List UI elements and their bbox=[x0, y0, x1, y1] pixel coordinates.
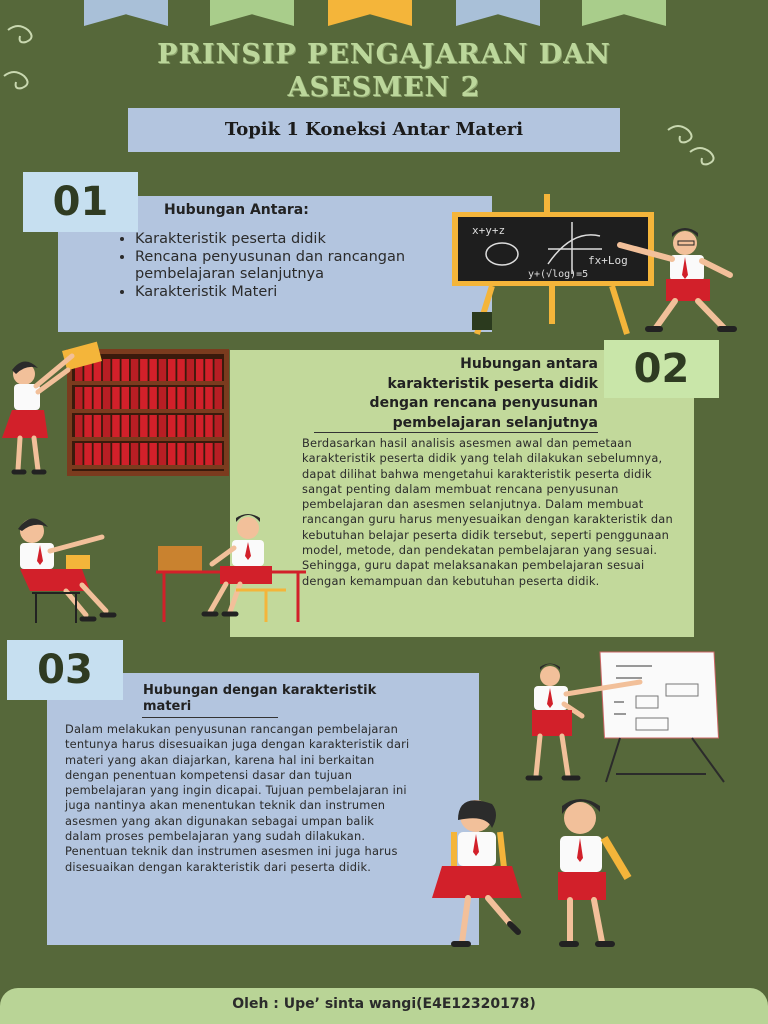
book-spine bbox=[122, 359, 130, 381]
book-spine bbox=[112, 415, 120, 437]
book-spine bbox=[159, 387, 167, 409]
section-2-body: Berdasarkan hasil analisis asesmen awal dan pemetaan karakteristik peserta didik yang telah dilakukan sebelumnya, dapat dilihat bahwa mengetahui karakteristik peserta didik sangat penting dalam membuat rencana penyusunan pembelajaran dan asesmen selanjutnya. Dalam membuat rancangan guru harus menyesuaikan dengan karakteristik dan kebutuhan belajar peserta didik tersebut, seperti penggunaan model, metode, dan pendekatan pembelajaran yang sesuai. Sehingga, guru dapat melaksanakan pembelajaran sesuai dengan kemampuan dan kebutuhan peserta didik. bbox=[302, 436, 673, 588]
section-3-heading-line: materi bbox=[143, 699, 192, 714]
book-spine bbox=[112, 443, 120, 465]
book-spine bbox=[168, 415, 176, 437]
book-spine bbox=[140, 415, 148, 437]
book-spine bbox=[168, 387, 176, 409]
topic-banner: Topik 1 Koneksi Antar Materi bbox=[128, 108, 620, 152]
section-1-heading: Hubungan Antara: bbox=[164, 202, 309, 218]
book-spine bbox=[131, 415, 139, 437]
book-spine bbox=[177, 415, 185, 437]
book-spine bbox=[187, 359, 195, 381]
section-2-heading-line: Hubungan antara bbox=[460, 356, 598, 372]
section-3-body: Dalam melakukan penyusunan rancangan pembelajaran tentunya harus disesuaikan juga dengan karakteristik dari materi yang akan diajarkan, karena hal ini berkaitan dengan penentuan kompetensi dasar dan tujuan pembelajaran yang ingin dicapai. Tujuan pembelajaran ini juga nantinya akan menentukan teknik dan instrumen asesmen yang akan digunakan sebagai umpan balik dalam proses pembelajaran yang sudah dilakukan. Penentuan teknik dan instrumen asesmen ini juga harus disesuaikan dengan karakteristik dari peserta didik. bbox=[65, 722, 410, 874]
footer-author: Oleh : Upe’ sinta wangi(E4E12320178) bbox=[0, 988, 768, 1024]
book-spine bbox=[149, 387, 157, 409]
book-spine bbox=[159, 415, 167, 437]
book-spine bbox=[159, 359, 167, 381]
bunting-flag-green-1 bbox=[210, 0, 294, 26]
section-2-heading-line: karakteristik peserta didik bbox=[387, 375, 598, 392]
page-title-line-1: PRINSIP PENGAJARAN DAN bbox=[157, 39, 611, 70]
book-spine bbox=[140, 443, 148, 465]
book-spine bbox=[215, 387, 223, 409]
book-spine bbox=[215, 443, 223, 465]
book-spine bbox=[187, 387, 195, 409]
book-spine bbox=[205, 415, 213, 437]
student-boy-laptop-illustration bbox=[156, 512, 306, 626]
section-2-divider bbox=[314, 432, 598, 433]
book-spine bbox=[140, 387, 148, 409]
student-boy-pointing-illustration bbox=[630, 225, 740, 337]
book-spine bbox=[131, 443, 139, 465]
student-girl-holding-book-illustration bbox=[2, 340, 108, 478]
chalk-equation-3: y+(√log)=5 bbox=[528, 269, 589, 280]
book-spine bbox=[205, 387, 213, 409]
book-spine bbox=[177, 359, 185, 381]
book-spine bbox=[177, 387, 185, 409]
list-item: • Karakteristik Materi bbox=[135, 284, 435, 302]
section-2-heading-line: pembelajaran selanjutnya bbox=[392, 414, 598, 431]
book-spine bbox=[122, 443, 130, 465]
bunting-flag-yellow bbox=[328, 0, 412, 26]
book-spine bbox=[140, 359, 148, 381]
page-title bbox=[40, 38, 728, 104]
book-spine bbox=[196, 443, 204, 465]
section-2-heading-line: dengan rencana penyusunan bbox=[369, 395, 598, 411]
book-spine bbox=[149, 443, 157, 465]
book-spine bbox=[131, 359, 139, 381]
section-3-heading-line: Hubungan dengan karakteristik bbox=[143, 683, 377, 698]
book-spine bbox=[159, 443, 167, 465]
book-spine bbox=[112, 387, 120, 409]
list-item: • Rencana penyusunan dan rancangan pembelajaran selanjutnya bbox=[135, 249, 435, 284]
bunting-flag-blue-1 bbox=[84, 0, 168, 26]
section-2-heading bbox=[252, 355, 598, 433]
book-spine bbox=[131, 387, 139, 409]
page-title-line-2: ASESMEN 2 bbox=[287, 72, 481, 103]
book-spine bbox=[205, 359, 213, 381]
book-spine bbox=[215, 415, 223, 437]
book-spine bbox=[196, 359, 204, 381]
section-3-divider bbox=[142, 717, 278, 718]
book-spine bbox=[149, 359, 157, 381]
student-girl-sitting-illustration bbox=[6, 515, 142, 625]
book-spine bbox=[149, 415, 157, 437]
book-spine bbox=[177, 443, 185, 465]
book-spine bbox=[187, 443, 195, 465]
bunting-flag-blue-2 bbox=[456, 0, 540, 26]
chalk-equation-1: x+y+z bbox=[472, 224, 506, 237]
section-3-number: 03 bbox=[7, 640, 123, 700]
book-spine bbox=[215, 359, 223, 381]
book-spine bbox=[112, 359, 120, 381]
chalk-equation-2: fx+Log bbox=[588, 254, 628, 267]
section-3-heading bbox=[143, 683, 463, 715]
book-spine bbox=[168, 359, 176, 381]
book-spine bbox=[196, 387, 204, 409]
student-boy-presenting-illustration bbox=[514, 664, 644, 784]
swirl-decoration-right bbox=[662, 110, 722, 170]
book-spine bbox=[122, 387, 130, 409]
student-girl-walking-illustration bbox=[432, 796, 532, 948]
section-2-number: 02 bbox=[604, 340, 719, 398]
bunting-flag-green-2 bbox=[582, 0, 666, 26]
book-spine bbox=[168, 443, 176, 465]
book-spine bbox=[196, 415, 204, 437]
book-spine bbox=[187, 415, 195, 437]
section-1-number: 01 bbox=[23, 172, 138, 232]
section-1-list bbox=[113, 231, 435, 301]
book-spine bbox=[122, 415, 130, 437]
student-boy-walking-illustration bbox=[540, 798, 640, 948]
book-spine bbox=[205, 443, 213, 465]
list-item: • Karakteristik peserta didik bbox=[135, 231, 435, 249]
